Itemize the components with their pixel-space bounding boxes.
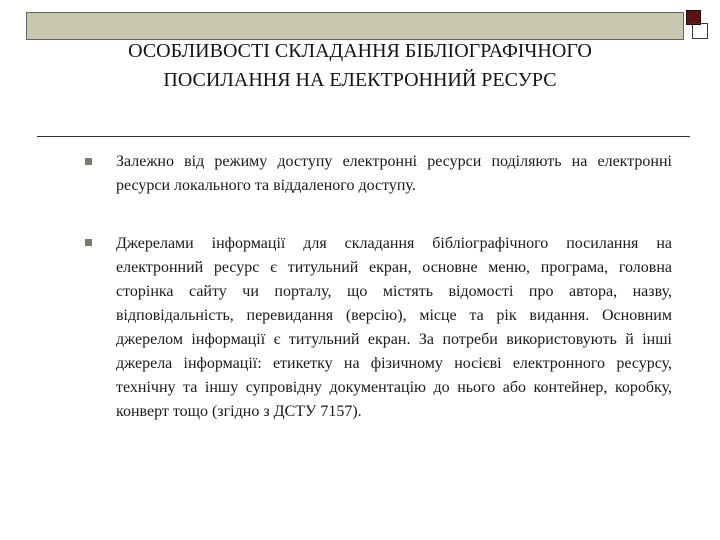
decorative-squares	[686, 10, 710, 40]
bullet-text: Джерелами інформації для складання бібліографічного посилання на електронний ресурс є титульний екран, основне меню, програма, головна сторінка сайту чи порталу, що містять відомості про автора, назву, відповідальність, перевидання (версію), місце та рік видання. Основним джерелом інформації є титульний екран. За потреби використовують й інші джерела інформації: етикетку на фізичному носієві електронного ресурсу, технічну та іншу супровідну документацію до нього або контейнер, коробку, конверт тощо (згідно з ДСТУ 7157).	[116, 235, 672, 420]
slide-title	[40, 37, 680, 95]
title-divider	[37, 136, 690, 137]
outline-square-icon	[692, 23, 708, 39]
square-bullet-icon	[85, 158, 92, 165]
square-bullet-icon	[85, 239, 92, 246]
title-line-1: ОСОБЛИВОСТІ СКЛАДАННЯ БІБЛІОГРАФІЧНОГО	[128, 40, 592, 62]
bullet-text: Залежно від режиму доступу електронні ресурси поділяють на електронні ресурси локального та віддаленого доступу.	[116, 153, 672, 194]
header-band	[26, 12, 684, 40]
title-line-2: ПОСИЛАННЯ НА ЕЛЕКТРОННИЙ РЕСУРС	[163, 69, 557, 91]
